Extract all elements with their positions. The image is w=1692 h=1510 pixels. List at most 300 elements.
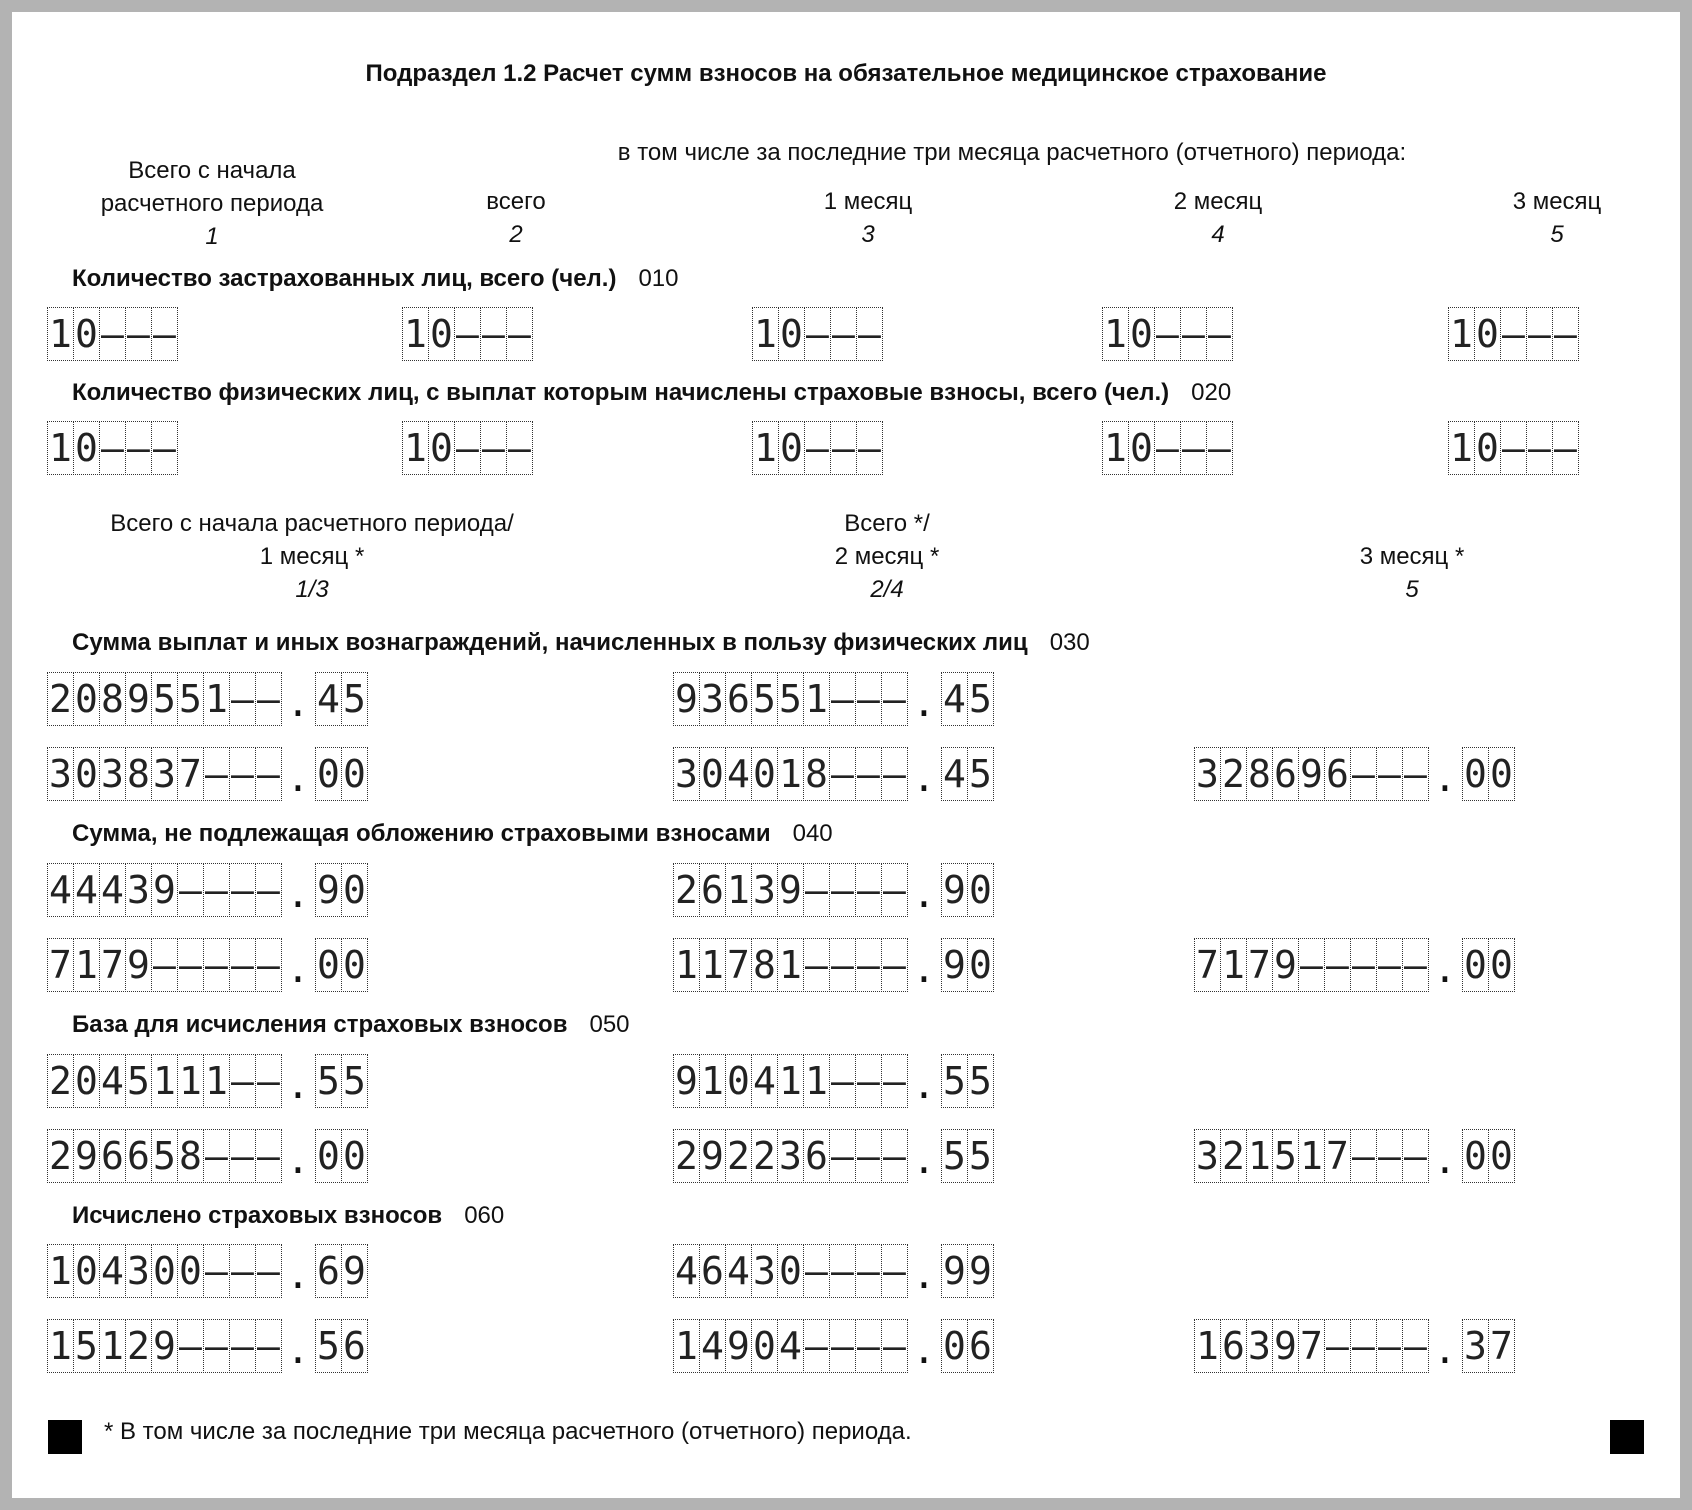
digit-cell: – bbox=[151, 307, 178, 361]
field-060-row1-col1[interactable] bbox=[47, 1244, 367, 1298]
digit-cell: 8 bbox=[751, 938, 778, 992]
fraction-cell: 0 bbox=[967, 938, 994, 992]
decimal-point: . bbox=[912, 756, 936, 800]
fraction-cell: 4 bbox=[941, 672, 968, 726]
fraction-cell: 0 bbox=[1462, 747, 1489, 801]
digit-cell: – bbox=[1500, 421, 1527, 475]
digit-cell: 7 bbox=[1194, 938, 1221, 992]
digit-cell: 4 bbox=[725, 747, 752, 801]
field-030-row2-col3[interactable] bbox=[1194, 747, 1514, 801]
field-010-col1[interactable] bbox=[47, 307, 177, 361]
fraction-cell: 4 bbox=[941, 747, 968, 801]
digit-cell: – bbox=[1526, 307, 1553, 361]
digit-cell: 3 bbox=[151, 747, 178, 801]
digit-cell: 2 bbox=[725, 1129, 752, 1183]
alignment-marker-left bbox=[48, 1420, 82, 1454]
digit-cell: 9 bbox=[725, 1319, 752, 1373]
digit-cell: 9 bbox=[1298, 747, 1325, 801]
section-010-code: 010 bbox=[638, 265, 679, 292]
digit-cell: 1 bbox=[1102, 421, 1129, 475]
digit-cell: 1 bbox=[47, 1319, 74, 1373]
fraction-cell: 0 bbox=[341, 863, 368, 917]
digit-cell: 0 bbox=[751, 1319, 778, 1373]
digit-cell: 0 bbox=[73, 747, 100, 801]
fraction-cell: 5 bbox=[967, 1129, 994, 1183]
digit-cell: – bbox=[829, 1244, 856, 1298]
digit-cell: 0 bbox=[177, 1244, 204, 1298]
digit-cell: – bbox=[829, 1054, 856, 1108]
digit-cell: 1 bbox=[1220, 938, 1247, 992]
digit-cell: 1 bbox=[777, 1054, 804, 1108]
field-010-col5[interactable] bbox=[1448, 307, 1578, 361]
digit-cell: 1 bbox=[177, 1054, 204, 1108]
header-col5 bbox=[1457, 185, 1657, 251]
digit-cell: 6 bbox=[699, 863, 726, 917]
digit-cell: 1 bbox=[699, 1054, 726, 1108]
field-010-col4[interactable] bbox=[1102, 307, 1232, 361]
digit-cell: 9 bbox=[673, 1054, 700, 1108]
digit-cell: – bbox=[856, 421, 883, 475]
digit-cell: 1 bbox=[203, 1054, 230, 1108]
bottom-header-col1-line1: Всего с начала расчетного периода/ bbox=[110, 510, 514, 537]
field-020-col4[interactable] bbox=[1102, 421, 1232, 475]
digit-cell: – bbox=[229, 672, 256, 726]
digit-cell: – bbox=[1324, 1319, 1351, 1373]
fraction-cell: 0 bbox=[941, 1319, 968, 1373]
digit-cell: – bbox=[855, 863, 882, 917]
fraction-cell: 5 bbox=[967, 1054, 994, 1108]
digit-cell: 2 bbox=[751, 1129, 778, 1183]
digit-cell: – bbox=[803, 1319, 830, 1373]
digit-cell: 5 bbox=[751, 672, 778, 726]
digit-cell: 4 bbox=[99, 863, 126, 917]
digit-cell: – bbox=[177, 1319, 204, 1373]
digit-cell: – bbox=[255, 747, 282, 801]
fraction-cell: 0 bbox=[1488, 938, 1515, 992]
digit-cell: – bbox=[255, 1244, 282, 1298]
field-060-row2-col2[interactable] bbox=[673, 1319, 993, 1373]
fraction-cell: 5 bbox=[967, 672, 994, 726]
digit-cell: – bbox=[829, 1129, 856, 1183]
digit-cell: – bbox=[855, 747, 882, 801]
digit-cell: 1 bbox=[752, 421, 779, 475]
digit-cell: 1 bbox=[725, 863, 752, 917]
field-050-row1-col2[interactable] bbox=[673, 1054, 993, 1108]
decimal-point: . bbox=[286, 756, 310, 800]
bottom-header-col3-num: 5 bbox=[1405, 576, 1419, 603]
digit-cell: 0 bbox=[428, 307, 455, 361]
fraction-cell: 5 bbox=[941, 1054, 968, 1108]
digit-cell: – bbox=[1298, 938, 1325, 992]
decimal-point: . bbox=[286, 681, 310, 725]
bottom-header-col3 bbox=[1262, 540, 1562, 606]
section-060-label bbox=[72, 1202, 504, 1230]
digit-cell: – bbox=[99, 307, 126, 361]
digit-cell: – bbox=[229, 747, 256, 801]
fraction-cell: 6 bbox=[315, 1244, 342, 1298]
field-040-row2-col2[interactable] bbox=[673, 938, 993, 992]
field-050-row1-col1[interactable] bbox=[47, 1054, 367, 1108]
digit-cell: – bbox=[203, 1244, 230, 1298]
digit-cell: – bbox=[829, 938, 856, 992]
decimal-point: . bbox=[912, 872, 936, 916]
decimal-point: . bbox=[286, 1063, 310, 1107]
digit-cell: 0 bbox=[778, 421, 805, 475]
fraction-cell: 0 bbox=[967, 863, 994, 917]
digit-cell: 0 bbox=[1474, 307, 1501, 361]
digit-cell: – bbox=[1154, 307, 1181, 361]
digit-cell: – bbox=[881, 863, 908, 917]
decimal-point: . bbox=[912, 947, 936, 991]
field-010-col3[interactable] bbox=[752, 307, 882, 361]
digit-cell: – bbox=[229, 863, 256, 917]
digit-cell: 6 bbox=[1272, 747, 1299, 801]
header-col1-num: 1 bbox=[205, 223, 219, 250]
digit-cell: 1 bbox=[47, 421, 74, 475]
decimal-point: . bbox=[286, 1253, 310, 1297]
header-col1-line1: Всего с начала bbox=[128, 157, 296, 184]
field-050-row2-col3[interactable] bbox=[1194, 1129, 1514, 1183]
digit-cell: – bbox=[1402, 747, 1429, 801]
digit-cell: – bbox=[1206, 421, 1233, 475]
digit-cell: 2 bbox=[673, 863, 700, 917]
digit-cell: 7 bbox=[99, 938, 126, 992]
digit-cell: 3 bbox=[673, 747, 700, 801]
digit-cell: – bbox=[177, 863, 204, 917]
fraction-cell: 5 bbox=[315, 1054, 342, 1108]
bottom-header-col1-line2: 1 месяц * bbox=[259, 543, 365, 570]
digit-cell: – bbox=[1500, 307, 1527, 361]
field-040-row2-col3[interactable] bbox=[1194, 938, 1514, 992]
digit-cell: – bbox=[1552, 307, 1579, 361]
digit-cell: 1 bbox=[151, 1054, 178, 1108]
alignment-marker-right bbox=[1610, 1420, 1644, 1454]
section-020-text: Количество физических лиц, с выплат которым начислены страховые взносы, всего (чел.) bbox=[72, 379, 1170, 406]
digit-cell: 5 bbox=[777, 672, 804, 726]
field-030-row2-col1[interactable] bbox=[47, 747, 367, 801]
fraction-cell: 0 bbox=[341, 938, 368, 992]
bottom-header-col2 bbox=[712, 507, 1062, 606]
digit-cell: – bbox=[480, 421, 507, 475]
digit-cell: 1 bbox=[777, 938, 804, 992]
digit-cell: 9 bbox=[1272, 1319, 1299, 1373]
field-030-row1-col2[interactable] bbox=[673, 672, 993, 726]
header-col4 bbox=[1118, 185, 1318, 251]
digit-cell: 9 bbox=[125, 672, 152, 726]
digit-cell: 4 bbox=[73, 863, 100, 917]
fraction-cell: 5 bbox=[341, 1054, 368, 1108]
decimal-point: . bbox=[286, 1138, 310, 1182]
digit-cell: – bbox=[229, 1129, 256, 1183]
footnote: * В том числе за последние три месяца расчетного (отчетного) периода. bbox=[104, 1418, 912, 1445]
digit-cell: 4 bbox=[777, 1319, 804, 1373]
field-020-col2[interactable] bbox=[402, 421, 532, 475]
digit-cell: 5 bbox=[151, 672, 178, 726]
digit-cell: 1 bbox=[1102, 307, 1129, 361]
digit-cell: – bbox=[830, 307, 857, 361]
digit-cell: 7 bbox=[1298, 1319, 1325, 1373]
digit-cell: 3 bbox=[1246, 1319, 1273, 1373]
digit-cell: 7 bbox=[177, 747, 204, 801]
digit-cell: 0 bbox=[725, 1054, 752, 1108]
digit-cell: – bbox=[1376, 1129, 1403, 1183]
digit-cell: 2 bbox=[1220, 1129, 1247, 1183]
digit-cell: 9 bbox=[699, 1129, 726, 1183]
fraction-cell: 0 bbox=[1488, 1129, 1515, 1183]
digit-cell: 1 bbox=[673, 1319, 700, 1373]
digit-cell: 9 bbox=[125, 938, 152, 992]
digit-cell: 1 bbox=[699, 938, 726, 992]
digit-cell: – bbox=[881, 1319, 908, 1373]
section-010-text: Количество застрахованных лиц, всего (чел.) bbox=[72, 265, 617, 292]
digit-cell: – bbox=[255, 1054, 282, 1108]
decimal-point: . bbox=[912, 1063, 936, 1107]
digit-cell: 0 bbox=[699, 747, 726, 801]
digit-cell: – bbox=[203, 938, 230, 992]
digit-cell: – bbox=[1350, 1129, 1377, 1183]
field-060-row2-col1[interactable] bbox=[47, 1319, 367, 1373]
section-020-code: 020 bbox=[1191, 379, 1232, 406]
digit-cell: 1 bbox=[1448, 421, 1475, 475]
digit-cell: 6 bbox=[1324, 747, 1351, 801]
section-010-label bbox=[72, 265, 679, 293]
fraction-cell: 6 bbox=[341, 1319, 368, 1373]
digit-cell: 2 bbox=[47, 1129, 74, 1183]
digit-cell: – bbox=[855, 1054, 882, 1108]
digit-cell: – bbox=[454, 307, 481, 361]
header-col3 bbox=[768, 185, 968, 251]
digit-cell: – bbox=[229, 938, 256, 992]
digit-cell: – bbox=[855, 938, 882, 992]
fraction-cell: 0 bbox=[1462, 1129, 1489, 1183]
digit-cell: – bbox=[855, 1319, 882, 1373]
field-020-col5[interactable] bbox=[1448, 421, 1578, 475]
fraction-cell: 0 bbox=[315, 747, 342, 801]
digit-cell: – bbox=[881, 938, 908, 992]
digit-cell: – bbox=[255, 1129, 282, 1183]
field-030-row2-col2[interactable] bbox=[673, 747, 993, 801]
digit-cell: 4 bbox=[99, 1054, 126, 1108]
decimal-point: . bbox=[286, 1328, 310, 1372]
fraction-cell: 5 bbox=[941, 1129, 968, 1183]
digit-cell: 8 bbox=[1246, 747, 1273, 801]
digit-cell: 1 bbox=[1246, 1129, 1273, 1183]
fraction-cell: 9 bbox=[967, 1244, 994, 1298]
section-050-code: 050 bbox=[589, 1011, 630, 1038]
digit-cell: 9 bbox=[1272, 938, 1299, 992]
digit-cell: 9 bbox=[73, 1129, 100, 1183]
field-020-col3[interactable] bbox=[752, 421, 882, 475]
digit-cell: 2 bbox=[47, 672, 74, 726]
digit-cell: 7 bbox=[1324, 1129, 1351, 1183]
digit-cell: 0 bbox=[1474, 421, 1501, 475]
decimal-point: . bbox=[286, 872, 310, 916]
digit-cell: 0 bbox=[73, 1244, 100, 1298]
header-col1-line2: расчетного периода bbox=[100, 190, 324, 217]
digit-cell: 1 bbox=[73, 938, 100, 992]
digit-cell: 8 bbox=[99, 672, 126, 726]
bottom-header-col3-line2: 3 месяц * bbox=[1359, 543, 1465, 570]
digit-cell: 0 bbox=[777, 1244, 804, 1298]
digit-cell: – bbox=[506, 307, 533, 361]
digit-cell: – bbox=[829, 1319, 856, 1373]
digit-cell: – bbox=[151, 938, 178, 992]
bottom-header-col1 bbox=[52, 507, 572, 606]
digit-cell: 1 bbox=[777, 747, 804, 801]
digit-cell: – bbox=[1526, 421, 1553, 475]
digit-cell: – bbox=[804, 307, 831, 361]
digit-cell: 2 bbox=[125, 1319, 152, 1373]
digit-cell: 5 bbox=[151, 1129, 178, 1183]
digit-cell: 8 bbox=[803, 747, 830, 801]
header-group-label: в том числе за последние три месяца расчетного (отчетного) периода: bbox=[617, 139, 1407, 166]
digit-cell: 1 bbox=[402, 307, 429, 361]
field-020-col1[interactable] bbox=[47, 421, 177, 475]
digit-cell: – bbox=[480, 307, 507, 361]
field-040-row1-col2[interactable] bbox=[673, 863, 993, 917]
digit-cell: – bbox=[1376, 747, 1403, 801]
decimal-point: . bbox=[1433, 756, 1457, 800]
decimal-point: . bbox=[912, 1138, 936, 1182]
bottom-header-col2-line2: 2 месяц * bbox=[834, 543, 940, 570]
fraction-cell: 9 bbox=[341, 1244, 368, 1298]
digit-cell: 0 bbox=[151, 1244, 178, 1298]
header-col1 bbox=[52, 154, 372, 253]
digit-cell: – bbox=[1180, 307, 1207, 361]
bottom-header-col2-line1: Всего */ bbox=[844, 510, 930, 537]
section-040-text: Сумма, не подлежащая обложению страховыми взносами bbox=[72, 820, 771, 847]
digit-cell: – bbox=[1552, 421, 1579, 475]
digit-cell: 8 bbox=[177, 1129, 204, 1183]
decimal-point: . bbox=[912, 681, 936, 725]
fraction-cell: 5 bbox=[315, 1319, 342, 1373]
digit-cell: – bbox=[1350, 938, 1377, 992]
digit-cell: 0 bbox=[1128, 421, 1155, 475]
decimal-point: . bbox=[912, 1328, 936, 1372]
field-050-row2-col1[interactable] bbox=[47, 1129, 367, 1183]
digit-cell: 0 bbox=[1128, 307, 1155, 361]
digit-cell: – bbox=[99, 421, 126, 475]
section-030-label bbox=[72, 629, 1090, 657]
digit-cell: 1 bbox=[47, 1244, 74, 1298]
digit-cell: 3 bbox=[47, 747, 74, 801]
fraction-cell: 9 bbox=[941, 1244, 968, 1298]
digit-cell: 3 bbox=[751, 863, 778, 917]
digit-cell: 2 bbox=[1220, 747, 1247, 801]
field-040-row2-col1[interactable] bbox=[47, 938, 367, 992]
digit-cell: 4 bbox=[47, 863, 74, 917]
form-sheet bbox=[12, 12, 1680, 1498]
digit-cell: – bbox=[1376, 938, 1403, 992]
fraction-cell: 5 bbox=[341, 672, 368, 726]
digit-cell: – bbox=[203, 747, 230, 801]
digit-cell: 3 bbox=[1194, 747, 1221, 801]
section-030-code: 030 bbox=[1049, 629, 1090, 656]
digit-cell: 4 bbox=[699, 1319, 726, 1373]
digit-cell: – bbox=[829, 747, 856, 801]
digit-cell: 1 bbox=[803, 1054, 830, 1108]
digit-cell: 4 bbox=[751, 1054, 778, 1108]
digit-cell: – bbox=[1376, 1319, 1403, 1373]
decimal-point: . bbox=[1433, 1138, 1457, 1182]
digit-cell: 6 bbox=[803, 1129, 830, 1183]
digit-cell: 1 bbox=[1448, 307, 1475, 361]
digit-cell: – bbox=[881, 747, 908, 801]
digit-cell: 0 bbox=[73, 307, 100, 361]
digit-cell: 7 bbox=[725, 938, 752, 992]
header-col2 bbox=[416, 185, 616, 251]
decimal-point: . bbox=[1433, 947, 1457, 991]
digit-cell: 0 bbox=[751, 747, 778, 801]
fraction-cell: 7 bbox=[1488, 1319, 1515, 1373]
digit-cell: – bbox=[203, 1319, 230, 1373]
digit-cell: – bbox=[255, 938, 282, 992]
digit-cell: 3 bbox=[125, 863, 152, 917]
field-050-row2-col2[interactable] bbox=[673, 1129, 993, 1183]
fraction-cell: 0 bbox=[341, 1129, 368, 1183]
header-col3-label: 1 месяц bbox=[823, 188, 913, 215]
digit-cell: 0 bbox=[778, 307, 805, 361]
fraction-cell: 6 bbox=[967, 1319, 994, 1373]
digit-cell: – bbox=[506, 421, 533, 475]
section-050-text: База для исчисления страховых взносов bbox=[72, 1011, 568, 1038]
digit-cell: – bbox=[229, 1319, 256, 1373]
digit-cell: 7 bbox=[47, 938, 74, 992]
fraction-cell: 0 bbox=[315, 938, 342, 992]
digit-cell: – bbox=[1180, 421, 1207, 475]
header-col2-num: 2 bbox=[509, 221, 523, 248]
digit-cell: 5 bbox=[1272, 1129, 1299, 1183]
digit-cell: – bbox=[1206, 307, 1233, 361]
bottom-header-col1-num: 1/3 bbox=[295, 576, 329, 603]
field-010-col2[interactable] bbox=[402, 307, 532, 361]
field-060-row1-col2[interactable] bbox=[673, 1244, 993, 1298]
digit-cell: – bbox=[1402, 938, 1429, 992]
digit-cell: – bbox=[804, 421, 831, 475]
digit-cell: – bbox=[203, 1129, 230, 1183]
digit-cell: – bbox=[881, 1054, 908, 1108]
digit-cell: 3 bbox=[125, 1244, 152, 1298]
field-040-row1-col1[interactable] bbox=[47, 863, 367, 917]
decimal-point: . bbox=[1433, 1328, 1457, 1372]
digit-cell: – bbox=[803, 863, 830, 917]
header-col4-label: 2 месяц bbox=[1173, 188, 1263, 215]
digit-cell: 7 bbox=[1246, 938, 1273, 992]
header-col2-label: всего bbox=[486, 188, 546, 215]
field-060-row2-col3[interactable] bbox=[1194, 1319, 1514, 1373]
digit-cell: 4 bbox=[725, 1244, 752, 1298]
digit-cell: 5 bbox=[177, 672, 204, 726]
digit-cell: 1 bbox=[673, 938, 700, 992]
fraction-cell: 0 bbox=[341, 747, 368, 801]
digit-cell: 6 bbox=[125, 1129, 152, 1183]
fraction-cell: 4 bbox=[315, 672, 342, 726]
digit-cell: – bbox=[829, 863, 856, 917]
section-060-text: Исчислено страховых взносов bbox=[72, 1202, 443, 1229]
decimal-point: . bbox=[286, 947, 310, 991]
digit-cell: – bbox=[229, 1244, 256, 1298]
digit-cell: 2 bbox=[47, 1054, 74, 1108]
digit-cell: 6 bbox=[725, 672, 752, 726]
digit-cell: 3 bbox=[699, 672, 726, 726]
digit-cell: 1 bbox=[803, 672, 830, 726]
digit-cell: 6 bbox=[699, 1244, 726, 1298]
digit-cell: 1 bbox=[1194, 1319, 1221, 1373]
header-col5-label: 3 месяц bbox=[1512, 188, 1602, 215]
digit-cell: 6 bbox=[1220, 1319, 1247, 1373]
field-030-row1-col1[interactable] bbox=[47, 672, 367, 726]
digit-cell: – bbox=[203, 863, 230, 917]
